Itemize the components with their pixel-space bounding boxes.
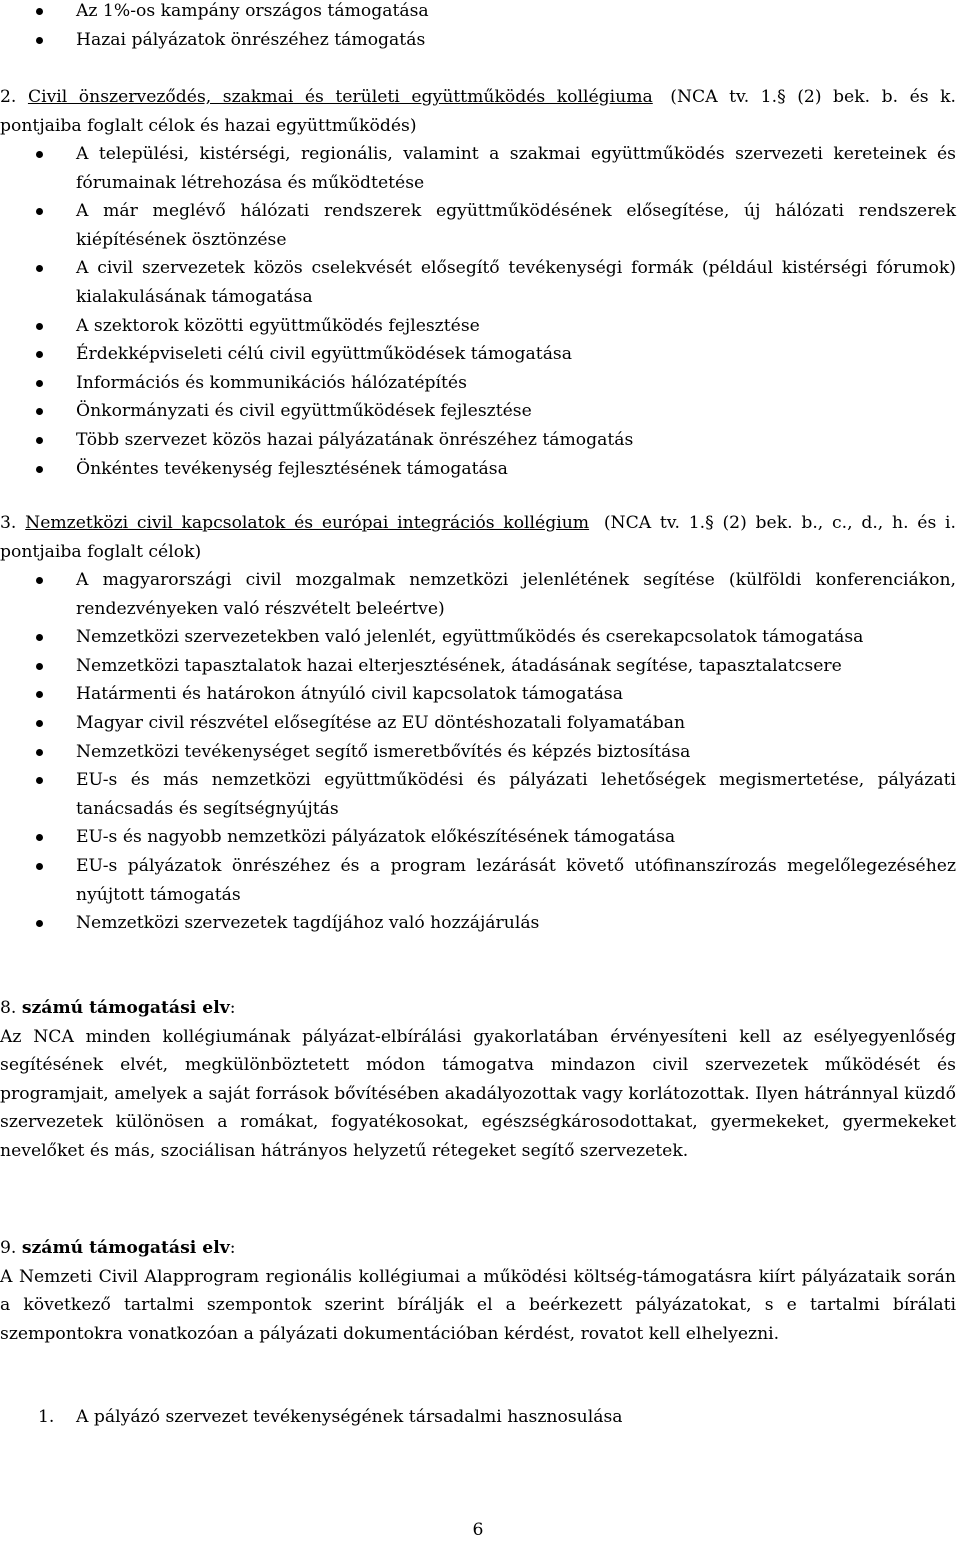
section-3-list (0, 566, 956, 938)
list-item (0, 197, 956, 254)
numbered-item-text: A pályázó szervezet tevékenységének társadalmi hasznosulása (76, 1407, 623, 1427)
section-2-number: 2. (0, 87, 17, 107)
page-number: 6 (472, 1520, 484, 1540)
principle-8-text: Az NCA minden kollégiumának pályázat-elbírálási gyakorlatában érvényesíteni kell az esélyegyenlőség segítésének elvét, megkülönböztetett módon támogatva mindazon civil szervezetek működését és programjait, amelyek a saját források bővítésében akadályozottak vagy korlátozottak. Ilyen hátránnyal küzdő szervezetek különösen a romákat, fogyatékosokat, egészségkárosodottakat, gyermekeket, gyermekeket nevelőket és más, szociálisan hátrányos helyzetű rétegeket segítő szervezetek. (0, 1026, 956, 1161)
bullet-icon (36, 466, 43, 473)
numbered-item-number: 1. (38, 1407, 55, 1427)
bullet-icon (36, 8, 43, 15)
section-3-title: Nemzetközi civil kapcsolatok és európai integrációs kollégium (25, 513, 590, 533)
list-item-text: EU-s és nagyobb nemzetközi pályázatok előkészítésének támogatása (76, 827, 676, 848)
bullet-icon (36, 920, 43, 927)
list-item (0, 909, 956, 938)
bullet-icon (36, 380, 43, 387)
list-item-text: Magyar civil részvétel elősegítése az EU döntéshozatali folyamatában (76, 712, 686, 733)
list-item (0, 0, 956, 26)
bullet-icon (36, 37, 43, 44)
section-3-ref-cont: pontjaiba foglalt célok) (0, 541, 202, 562)
bullet-icon (36, 351, 43, 358)
section-2-ref: (NCA tv. 1.§ (2) bek. b. és k. (670, 87, 957, 107)
principle-9-text: A Nemzeti Civil Alapprogram regionális kollégiumai a működési költség-támogatásra kiírt pályázataik során a következő tartalmi szempontok szerint bírálják el a beérkezett pályázatokat, s e tartalmi bírálati szempontokra vonatkozóan a pályázati dokumentációban kérdést, rovatot kell elhelyezni. (0, 1266, 956, 1344)
list-item-text: A magyarországi civil mozgalmak nemzetközi jelenlétének segítése (külföldi konferenciákon, rendezvényeken való részvételt beleértve) (76, 570, 956, 619)
section-3-heading (0, 509, 956, 566)
section-2-list (0, 140, 956, 483)
list-item-text: Több szervezet közös hazai pályázatának önrészéhez támogatás (76, 429, 634, 450)
list-item (0, 369, 956, 398)
bullet-icon (36, 151, 43, 158)
bullet-icon (36, 720, 43, 727)
section-2-ref-cont: pontjaiba foglalt célok és hazai együttműködés) (0, 115, 417, 136)
section-3-ref: (NCA tv. 1.§ (2) bek. b., c., d., h. és i. (603, 513, 956, 533)
list-item-text: Hazai pályázatok önrészéhez támogatás (76, 29, 426, 50)
list-item-text: Önkormányzati és civil együttműködések fejlesztése (76, 401, 532, 422)
list-item-text: Nemzetközi szervezetek tagdíjához való hozzájárulás (76, 913, 540, 934)
principle-9 (0, 1234, 956, 1348)
list-item (0, 680, 956, 709)
list-item (0, 340, 956, 369)
list-item-text: EU-s pályázatok önrészéhez és a program lezárását követő utófinanszírozás megelőlegezéséhez nyújtott támogatás (76, 855, 956, 905)
principle-9-heading (0, 1234, 956, 1263)
bullet-icon (36, 777, 43, 784)
section-2-title: Civil önszerveződés, szakmai és területi együttműködés kollégiuma (27, 87, 653, 107)
list-item (0, 254, 956, 311)
list-item-text: Nemzetközi szervezetekben való jelenlét, együttműködés és cserekapcsolatok támogatása (76, 627, 864, 648)
bullet-icon (36, 437, 43, 444)
top-bullet-list (0, 0, 956, 54)
list-item-text: Nemzetközi tapasztalatok hazai elterjesztésének, átadásának segítése, tapasztalatcsere (76, 655, 842, 676)
list-item (0, 397, 956, 426)
list-item-text: A civil szervezetek közös cselekvését elősegítő tevékenységi formák (például kistérségi fórumok) kialakulásának támogatása (76, 258, 956, 307)
list-item (0, 823, 956, 852)
list-item-text: A települési, kistérségi, regionális, valamint a szakmai együttműködés szervezeti kereteinek és fórumainak létrehozása és működtetése (76, 144, 956, 193)
principle-9-title: számú támogatási elv (21, 1238, 230, 1258)
bullet-icon (36, 749, 43, 756)
principle-8-colon: : (229, 998, 236, 1018)
list-item (0, 652, 956, 681)
bullet-icon (36, 834, 43, 841)
list-item (0, 140, 956, 197)
bullet-icon (36, 323, 43, 330)
list-item-text: Önkéntes tevékenység fejlesztésének támogatása (76, 458, 508, 479)
principle-9-colon: : (229, 1238, 236, 1258)
list-item-text: A szektorok közötti együttműködés fejlesztése (76, 315, 480, 336)
bullet-icon (36, 634, 43, 641)
bullet-icon (36, 863, 43, 870)
list-item (0, 566, 956, 623)
list-item-text: Határmenti és határokon átnyúló civil kapcsolatok támogatása (76, 684, 624, 705)
list-item (0, 312, 956, 341)
list-item-text: Nemzetközi tevékenységet segítő ismeretbővítés és képzés biztosítása (76, 741, 691, 762)
principle-8-number: 8. (0, 998, 17, 1018)
list-item (0, 426, 956, 455)
bullet-icon (36, 577, 43, 584)
list-item (0, 26, 956, 55)
list-item (0, 766, 956, 823)
list-item (0, 709, 956, 738)
list-item-text: Információs és kommunikációs hálózatépítés (76, 372, 467, 393)
principle-8 (0, 994, 956, 1166)
list-item-text: Az 1%-os kampány országos támogatása (76, 1, 429, 21)
list-item (0, 623, 956, 652)
principle-8-title: számú támogatási elv (21, 998, 230, 1018)
bullet-icon (36, 408, 43, 415)
section-3-number: 3. (0, 513, 17, 533)
bullet-icon (36, 663, 43, 670)
list-item (0, 852, 956, 909)
list-item-text: EU-s és más nemzetközi együttműködési és pályázati lehetőségek megismertetése, pályázati tanácsadás és segítségnyújtás (76, 770, 956, 819)
bullet-icon (36, 208, 43, 215)
bullet-icon (36, 691, 43, 698)
list-item (0, 455, 956, 484)
principle-8-heading (0, 994, 956, 1023)
principle-9-number: 9. (0, 1238, 17, 1258)
list-item-text: Érdekképviseleti célú civil együttműködések támogatása (76, 344, 573, 365)
list-item-text: A már meglévő hálózati rendszerek együttműködésének elősegítése, új hálózati rendszerek kiépítésének ösztönzése (76, 201, 956, 250)
bullet-icon (36, 265, 43, 272)
section-2-heading (0, 83, 956, 140)
list-item (0, 738, 956, 767)
